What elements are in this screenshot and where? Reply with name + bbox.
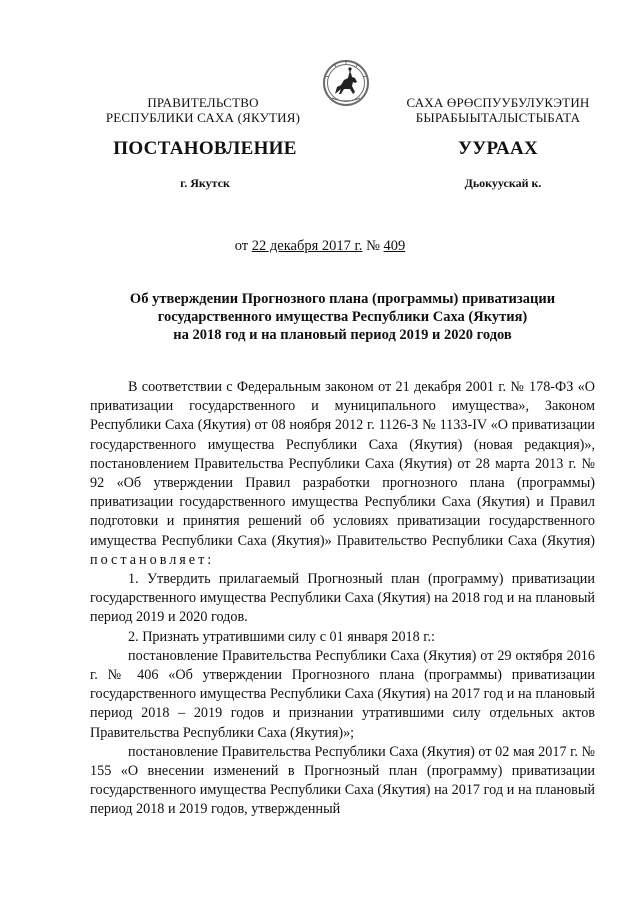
city-sakha: Дьокуускай к. [464,176,542,190]
resolves-word: постановляет: [90,551,215,568]
heading-line-3: на 2018 год и на плановый период 2019 и 2020 годов [173,327,512,343]
number-sign: № [362,238,384,254]
paragraph-preamble [90,378,595,570]
doc-type-ru: ПОСТАНОВЛЕНИЕ [113,138,297,159]
government-name-ru [88,95,318,125]
government-line-2: БЫРАБЫЫТАЛЫСТЫБАТА [415,110,581,125]
preamble-text: В соответствии с Федеральным законом от 21 декабря 2001 г. № 178-ФЗ «О приватизации государственного и муниципального имущества», Законом Республики Саха (Якутия) от 08 ноября 2012 г. 1126-З № 1133-IV «О приватизации государственного имущества Республики Саха (Якутия) (новая редакция)», постановлением Правительства Республики Саха (Якутия) от 28 марта 2013 г. № 92 «Об утверждении Правил разработки прогнозного плана (программы) приватизации государственного имущества Республики Саха (Якутия) и Правил подготовки и принятия решений об условиях приватизации государственного имущества Республики Саха (Якутия)» Правительство Республики Саха (Якутия) [90,379,595,549]
heading-line-2: государственного имущества Республики Саха (Якутия) [157,309,528,325]
government-line-2: РЕСПУБЛИКИ САХА (ЯКУТИЯ) [105,110,301,125]
paragraph-repealed-act-2: постановление Правительства Республики Саха (Якутия) от 02 мая 2017 г. № 155 «О внесении изменений в Прогнозный план (программу) приватизации государственного имущества Республики Саха (Якутия) на 2017 год и на плановый период 2018 и 2019 годов, утвержденный [90,743,595,818]
document-body [90,378,595,820]
document-heading [90,290,595,344]
city-ru: г. Якутск [180,176,230,190]
republic-emblem-icon [322,58,370,108]
heading-line-1: Об утверждении Прогнозного плана (программы) приватизации [129,291,556,307]
government-line-1: ПРАВИТЕЛЬСТВО [147,95,259,110]
government-line-1: САХА ӨРӨСПУУБУЛУКЭТИН [406,95,590,110]
document-date: 22 декабря 2017 г. [251,238,363,254]
government-name-sakha [388,95,608,125]
document-number: 409 [383,238,406,254]
paragraph-item-2: 2. Признать утратившими силу с 01 января 2018 г.: [128,628,435,645]
date-number-line [0,238,640,255]
date-prefix: от [234,238,252,254]
doc-type-sakha: УУРААХ [457,138,539,159]
paragraph-item-1: 1. Утвердить прилагаемый Прогнозный план (программу) приватизации государственного имущества Республики Саха (Якутия) на 2018 год и на плановый период 2019 и 2020 годов. [90,571,595,626]
paragraph-repealed-act-1: постановление Правительства Республики Саха (Якутия) от 29 октября 2016 г. № 406 «Об утверждении Прогнозного плана (программы) приватизации государственного имущества Республики Саха (Якутия) на 2017 год и на плановый период 2018 – 2019 годов и признании утратившими силу отдельных актов Правительства Республики Саха (Якутия)»; [90,647,595,741]
